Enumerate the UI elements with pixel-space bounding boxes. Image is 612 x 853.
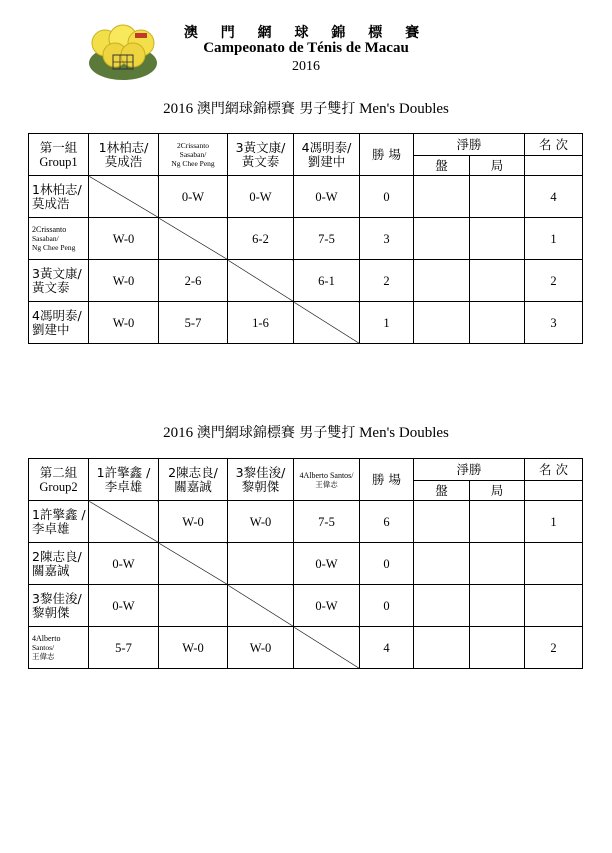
document-title-chinese: 澳 門 網 球 錦 標 賽 [183,25,429,41]
wins-cell: 0 [360,543,414,585]
games-cell [470,302,525,344]
team-header-3: 3黎佳浚/ 黎朝傑 [228,459,294,501]
result-cell: 0-W [294,585,360,627]
team-header-3: 3黃文康/ 黃文泰 [228,134,294,176]
sets-cell [414,260,470,302]
team-header-2: 2Crissanto Sasaban/ Ng Chee Peng [159,134,228,176]
team-header-4: 4馮明泰/ 劉建中 [294,134,360,176]
result-cell: 0-W [89,543,159,585]
diagonal-cell [89,501,159,543]
diagonal-cell [228,585,294,627]
team-header-1: 1林柏志/ 莫成浩 [89,134,159,176]
wins-header: 勝 場 [360,134,414,176]
result-cell [159,585,228,627]
table-row [29,627,583,669]
net-wins-header: 淨勝 [414,134,525,156]
group2-results-table [28,458,583,669]
result-cell: 5-7 [159,302,228,344]
rank-cell: 4 [525,176,583,218]
section-title-english: Men's Doubles [355,101,449,117]
result-cell: 7-5 [294,218,360,260]
document-year: 2016 [292,59,320,74]
sets-header: 盤 [414,156,470,176]
games-cell [470,627,525,669]
row-team-label: 1林柏志/ 莫成浩 [29,176,89,218]
sets-cell [414,501,470,543]
section-title-group2 [0,422,612,442]
result-cell: W-0 [89,260,159,302]
result-cell: 0-W [159,176,228,218]
sets-cell [414,176,470,218]
sets-cell [414,543,470,585]
result-cell: 7-5 [294,501,360,543]
rank-cell: 2 [525,260,583,302]
rank-cell [525,585,583,627]
rank-cell [525,543,583,585]
games-cell [470,501,525,543]
section-title-year: 2016 [163,425,197,441]
games-header: 局 [470,156,525,176]
section-title-group1 [0,98,612,118]
result-cell: W-0 [159,627,228,669]
games-cell [470,176,525,218]
group-label-cell: 第一組 Group1 [29,134,89,176]
table-row [29,543,583,585]
result-cell: W-0 [89,302,159,344]
team-header-1: 1許擎鑫 / 李卓雄 [89,459,159,501]
sets-cell [414,218,470,260]
rank-cell: 1 [525,501,583,543]
table-row [29,176,583,218]
rank-cell: 3 [525,302,583,344]
result-cell: 0-W [228,176,294,218]
rank-header: 名 次 [525,459,583,481]
diagonal-cell [159,218,228,260]
row-team-label: 4馮明泰/ 劉建中 [29,302,89,344]
rank-cell: 2 [525,627,583,669]
result-cell: W-0 [89,218,159,260]
rank-header: 名 次 [525,134,583,156]
result-cell: 6-1 [294,260,360,302]
group1-results-table [28,133,583,344]
sets-header: 盤 [414,481,470,501]
table-row [29,260,583,302]
section-title-english: Men's Doubles [355,425,449,441]
wins-cell: 0 [360,585,414,627]
diagonal-cell [89,176,159,218]
sets-cell [414,627,470,669]
wins-cell: 1 [360,302,414,344]
result-cell: 1-6 [228,302,294,344]
document-title-portuguese: Campeonato de Ténis de Macau [203,40,409,56]
result-cell: W-0 [159,501,228,543]
table-row [29,218,583,260]
games-cell [470,260,525,302]
row-team-label: 1許擎鑫 / 李卓雄 [29,501,89,543]
table-row [29,302,583,344]
diagonal-cell [228,260,294,302]
result-cell: W-0 [228,501,294,543]
result-cell: 6-2 [228,218,294,260]
result-cell: 0-W [294,543,360,585]
wins-cell: 3 [360,218,414,260]
rank-header-blank [525,156,583,176]
diagonal-cell [159,543,228,585]
sets-cell [414,585,470,627]
result-cell: 0-W [294,176,360,218]
wins-header: 勝 場 [360,459,414,501]
games-cell [470,585,525,627]
diagonal-cell [294,302,360,344]
rank-cell: 1 [525,218,583,260]
row-team-label: 3黃文康/ 黃文泰 [29,260,89,302]
section-title-chinese: 澳門網球錦標賽 男子雙打 [196,101,356,117]
result-cell: 0-W [89,585,159,627]
document-header [0,0,612,90]
table-row [29,501,583,543]
net-wins-header: 淨勝 [414,459,525,481]
section-title-chinese: 澳門網球錦標賽 男子雙打 [196,425,356,441]
rank-header-blank [525,481,583,501]
wins-cell: 0 [360,176,414,218]
team-header-4: 4Alberto Santos/ 王偉志 [294,459,360,501]
games-cell [470,218,525,260]
result-cell: 5-7 [89,627,159,669]
row-team-label: 3黎佳浚/ 黎朝傑 [29,585,89,627]
team-header-2: 2陳志良/ 關嘉誠 [159,459,228,501]
table-row [29,585,583,627]
result-cell [228,543,294,585]
row-team-label: 2陳志良/ 關嘉誠 [29,543,89,585]
games-header: 局 [470,481,525,501]
wins-cell: 6 [360,501,414,543]
wins-cell: 2 [360,260,414,302]
wins-cell: 4 [360,627,414,669]
row-team-label: 2Crissanto Sasaban/ Ng Chee Peng [29,218,89,260]
result-cell: 2-6 [159,260,228,302]
games-cell [470,543,525,585]
result-cell: W-0 [228,627,294,669]
diagonal-cell [294,627,360,669]
sets-cell [414,302,470,344]
row-team-label: 4Alberto Santos/ 王偉志 [29,627,89,669]
section-title-year: 2016 [163,101,197,117]
group-label-cell: 第二組 Group2 [29,459,89,501]
